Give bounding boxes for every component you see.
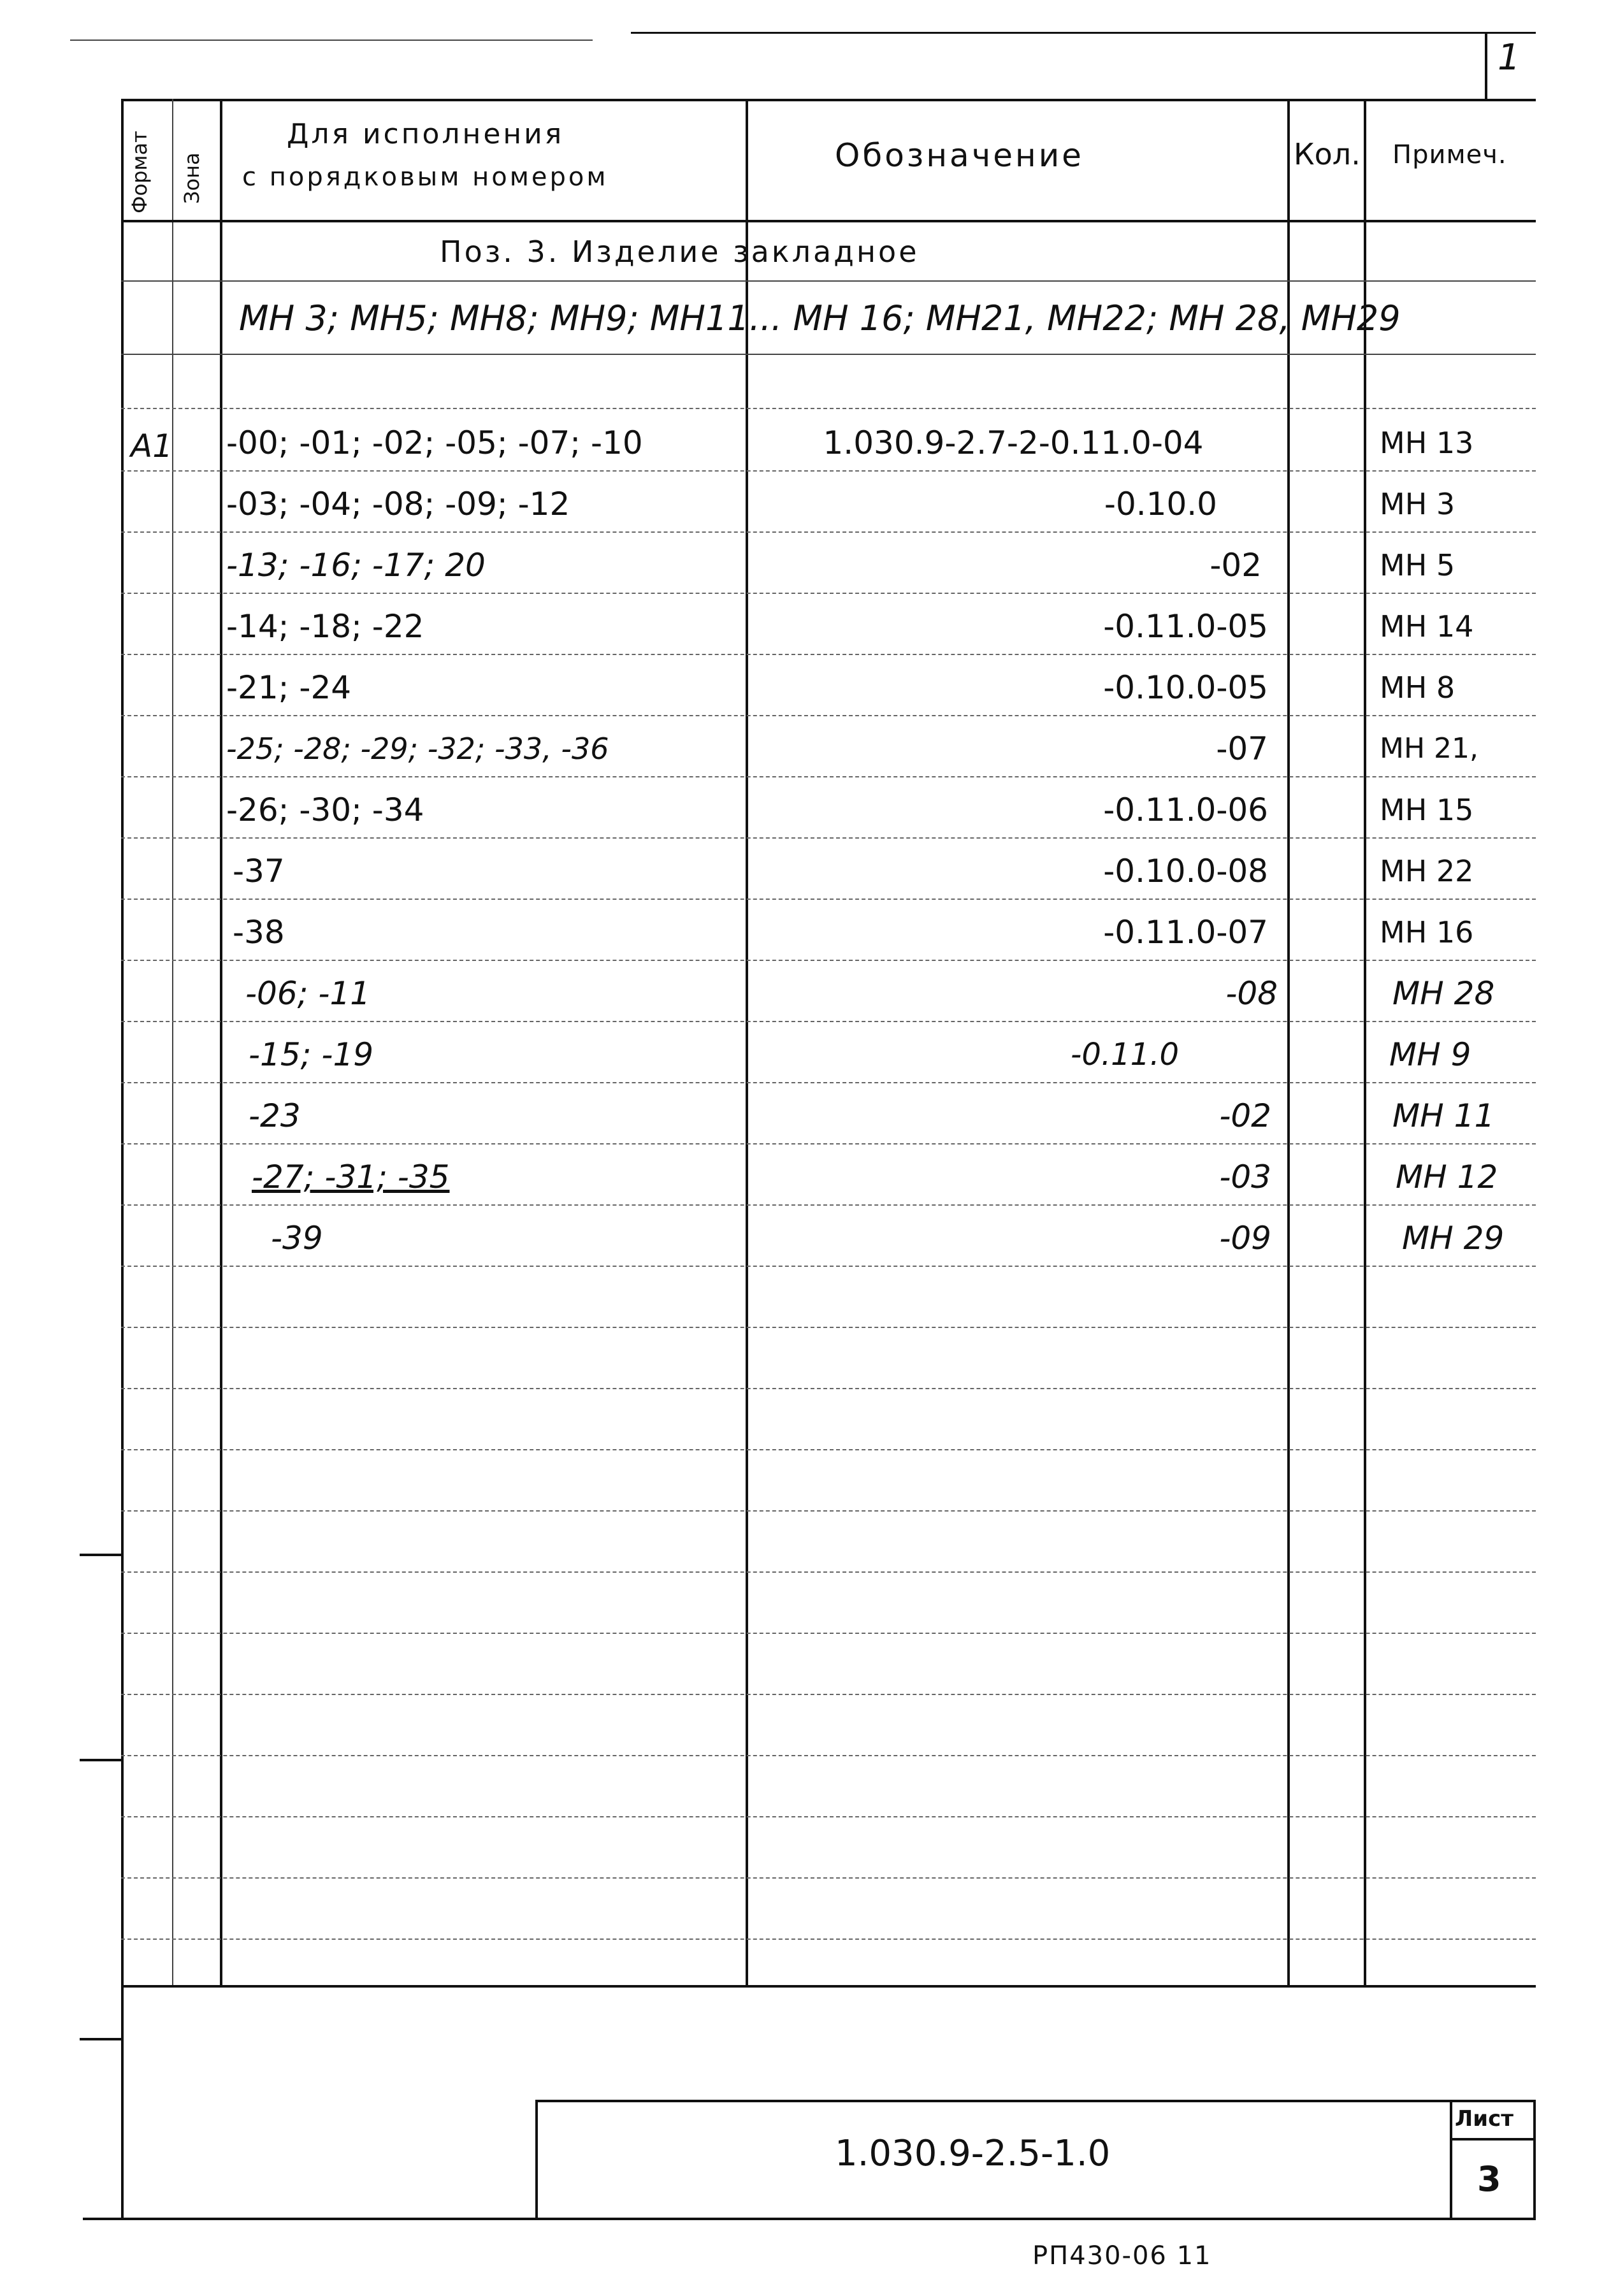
row-line-8	[121, 960, 1536, 961]
row-line-empty-5	[121, 1571, 1536, 1573]
row-7-note: МН 22	[1380, 854, 1474, 888]
row-12-execution: -27; -31; -35	[252, 1159, 450, 1195]
row-3-execution: -14; -18; -22	[226, 608, 424, 645]
frame-bottom	[83, 2218, 1536, 2220]
row-2-execution: -13; -16; -17; 20	[226, 547, 486, 584]
row-5-designation: -07	[1216, 730, 1268, 767]
row-2-designation: -02	[1210, 547, 1262, 584]
sheet-box-left	[1450, 2100, 1452, 2218]
sheet-number: 3	[1477, 2159, 1501, 2199]
row-1-execution: -03; -04; -08; -09; -12	[226, 486, 570, 523]
row-7-execution: -37	[233, 853, 285, 890]
header-execution-line1: Для исполнения	[287, 118, 565, 150]
row-4-note: МН 8	[1380, 670, 1455, 705]
row-line-mn	[121, 354, 1536, 355]
row-10-execution: -15; -19	[249, 1036, 374, 1073]
row-line-5	[121, 776, 1536, 777]
row-line-section	[121, 280, 1536, 282]
doc-number: 1.030.9-2.5-1.0	[835, 2133, 1111, 2174]
header-note: Примеч.	[1392, 140, 1507, 170]
row-line-2	[121, 593, 1536, 594]
top-border-right	[631, 32, 1536, 34]
row-5-note: МН 21,	[1380, 732, 1479, 765]
margin-tick-1	[80, 1554, 121, 1556]
header-zone: Зона	[180, 152, 204, 204]
row-6-note: МН 15	[1380, 793, 1474, 827]
row-10-note: МН 9	[1389, 1036, 1471, 1073]
row-7-designation: -0.10.0-08	[1103, 853, 1268, 890]
row-line-empty-11	[121, 1939, 1536, 1940]
row-0-format: А1	[131, 428, 173, 465]
row-12-designation: -03	[1219, 1159, 1271, 1195]
row-line-3	[121, 654, 1536, 655]
row-13-designation: -09	[1219, 1220, 1271, 1257]
row-8-note: МН 16	[1380, 915, 1474, 949]
row-13-note: МН 29	[1402, 1220, 1505, 1257]
row-9-note: МН 28	[1392, 975, 1495, 1012]
col-sep-execution	[746, 99, 748, 1985]
row-9-execution: -06; -11	[245, 975, 371, 1012]
col-sep-designation	[1287, 99, 1290, 1985]
row-11-note: МН 11	[1392, 1097, 1495, 1134]
sheet-label: Лист	[1455, 2106, 1513, 2132]
margin-tick-2	[80, 1759, 121, 1761]
row-line-10	[121, 1082, 1536, 1083]
row-0-execution: -00; -01; -02; -05; -07; -10	[226, 424, 643, 461]
row-5-execution: -25; -28; -29; -32; -33, -36	[226, 732, 609, 766]
row-line-1	[121, 531, 1536, 533]
row-line-4	[121, 715, 1536, 716]
row-11-execution: -23	[249, 1097, 301, 1134]
row-line-empty-4	[121, 1510, 1536, 1512]
row-12-note: МН 12	[1396, 1159, 1498, 1195]
row-line-9	[121, 1021, 1536, 1022]
row-1-note: МН 3	[1380, 487, 1455, 521]
row-line-empty-8	[121, 1755, 1536, 1756]
page-corner-number: 1	[1498, 37, 1520, 78]
row-1-designation: -0.10.0	[1104, 486, 1217, 523]
row-line-11	[121, 1143, 1536, 1144]
archive-stamp: РП430-06 11	[1032, 2241, 1212, 2271]
row-line-blank	[121, 408, 1536, 409]
row-6-designation: -0.11.0-06	[1103, 791, 1268, 828]
col-sep-format	[172, 99, 173, 1985]
sheet-box-divider	[1450, 2138, 1536, 2141]
row-line-13	[121, 1266, 1536, 1267]
title-block-left	[535, 2100, 538, 2218]
row-line-empty-10	[121, 1877, 1536, 1879]
row-line-empty-7	[121, 1694, 1536, 1695]
row-line-empty-2	[121, 1388, 1536, 1389]
row-4-execution: -21; -24	[226, 669, 352, 706]
sheet-box-right	[1533, 2100, 1536, 2218]
row-line-0	[121, 470, 1536, 472]
row-3-designation: -0.11.0-05	[1103, 608, 1268, 645]
row-line-6	[121, 837, 1536, 839]
header-designation: Обозначение	[835, 137, 1084, 174]
top-border-left	[70, 40, 593, 41]
title-block-top	[535, 2100, 1536, 2102]
row-line-empty-1	[121, 1327, 1536, 1328]
row-6-execution: -26; -30; -34	[226, 791, 424, 828]
row-line-empty-6	[121, 1633, 1536, 1634]
header-bottom	[121, 220, 1536, 222]
frame-top	[121, 99, 1536, 101]
header-format: Формат	[127, 131, 152, 213]
row-13-execution: -39	[271, 1220, 323, 1257]
row-0-designation: 1.030.9-2.7-2-0.11.0-04	[823, 424, 1204, 461]
row-11-designation: -02	[1219, 1097, 1271, 1134]
row-8-execution: -38	[233, 914, 285, 951]
margin-tick-3	[80, 2038, 121, 2040]
header-execution-line2: с порядковым номером	[242, 162, 609, 192]
row-line-12	[121, 1204, 1536, 1206]
row-2-note: МН 5	[1380, 548, 1455, 582]
row-9-designation: -08	[1225, 975, 1278, 1012]
row-line-empty-9	[121, 1816, 1536, 1817]
row-3-note: МН 14	[1380, 609, 1474, 644]
col-sep-qty	[1364, 99, 1366, 1985]
mn-list: МН 3; МН5; МН8; МН9; МН11... МН 16; МН21, МН22; МН 28, МН29	[239, 298, 1401, 338]
row-line-7	[121, 899, 1536, 900]
header-qty: Кол.	[1294, 137, 1361, 171]
row-4-designation: -0.10.0-05	[1103, 669, 1268, 706]
row-8-designation: -0.11.0-07	[1103, 914, 1268, 951]
section-title: Поз. 3. Изделие закладное	[440, 235, 920, 269]
row-line-empty-3	[121, 1449, 1536, 1450]
footer-top	[121, 1985, 1536, 1988]
row-0-note: МН 13	[1380, 426, 1474, 460]
corner-box-divider	[1485, 32, 1487, 99]
row-10-designation: -0.11.0	[1071, 1037, 1179, 1072]
frame-left	[121, 99, 124, 2218]
col-sep-zone	[220, 99, 222, 1985]
